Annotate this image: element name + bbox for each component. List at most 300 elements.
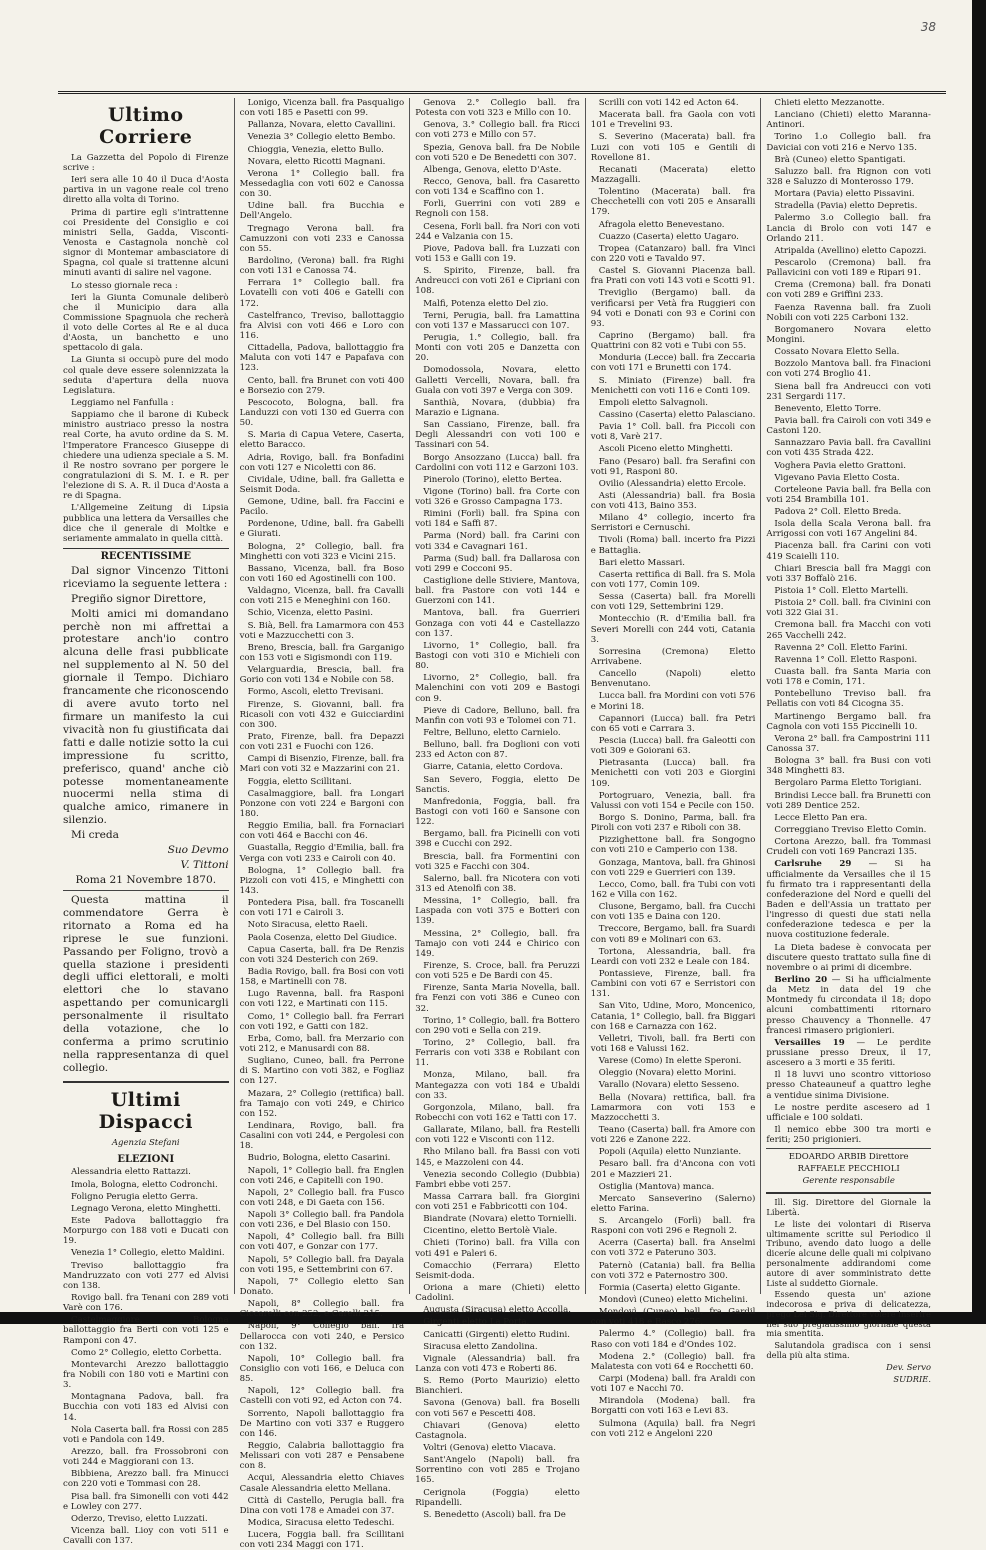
paragraph: Augusta (Siracusa) eletto Accolla. bbox=[423, 1305, 571, 1316]
paragraph: Varese (Como) In elette Speroni. bbox=[598, 1056, 742, 1067]
paragraph: Pescarolo (Cremona) ball. fra Pallavicini con voti 189 e Ripari 91. bbox=[766, 257, 931, 279]
versailles-dispatch-d: Il nemico ebbe 300 tra morti e feriti; 250 prigionieri. bbox=[766, 1124, 931, 1146]
paragraph: Vignale (Alessandria) ball. fra Lanza con voti 473 e Roberti 86. bbox=[415, 1353, 580, 1375]
paragraph: Cortona Arezzo, ball. fra Tommasi Crudeli con voti 169 Pancrazi 135. bbox=[766, 837, 931, 858]
paragraph: Pordenone, Udine, ball. fra Gabelli e Giurati. bbox=[239, 519, 405, 540]
paragraph: S. Remo (Porto Maurizio) eletto Bianchieri. bbox=[415, 1376, 580, 1397]
paragraph: Prima di partire egli s'intrattenne coi Presidente del Consiglio e coi ministri Sella, Gadda, Visconti-Venosta e Castagnola nonchè col signor di Montemar ambasciatore di Spagna, col quale si trattenne alcuni minuti avanti di salire nel vagone. bbox=[63, 207, 229, 279]
paragraph: Napoli, 1° Collegio ball. fra Englen con voti 246, e Capitelli con 190. bbox=[239, 1165, 405, 1186]
paragraph: Ravenna 2° Coll. Eletto Farini. bbox=[774, 642, 908, 653]
paragraph: S. Maria di Capua Vetere, Caserta, eletto Baracco. bbox=[239, 430, 405, 451]
paragraph: Vigone (Torino) ball. fra Corte con voti 326 e Grosso Campagna 173. bbox=[415, 486, 580, 508]
ultimo-corriere-heading: Ultimo Corriere bbox=[99, 104, 193, 149]
paragraph: Firenze, S. Croce, ball. fra Peruzzi con voti 525 e De Bardi con 45. bbox=[415, 960, 580, 982]
paragraph: Brescia, ball. fra Formentini con voti 325 e Facchi con 304. bbox=[415, 851, 580, 872]
paragraph: Recco, Genova, ball. fra Casaretto con voti 134 e Scaffino con 1. bbox=[415, 176, 580, 198]
paragraph: Verona 1° Collegio ball. fra Messedaglia con voti 602 e Canossa con 30. bbox=[239, 168, 405, 200]
paragraph: Legnago Verona, eletto Minghetti. bbox=[71, 1203, 221, 1214]
newspaper-columns bbox=[58, 98, 936, 1550]
paragraph: Portogruaro, Venezia, ball. fra Valussi con voti 154 e Pecile con 150. bbox=[590, 790, 756, 811]
paragraph: Lucca ball. fra Mordini con voti 576 e Morini 18. bbox=[590, 691, 756, 712]
paragraph: Breno, Brescia, ball. fra Garganigo con 153 voti e Sigismondi con 119. bbox=[239, 642, 405, 664]
paragraph: Cesena, Forli ball. fra Nori con voti 244 e Valzania con 15. bbox=[415, 221, 580, 242]
paragraph: S. Miniato (Firenze) ball. fra Menichetti con voti 116 e Conti 109. bbox=[590, 375, 756, 396]
page-number: 38 bbox=[920, 20, 936, 34]
divider bbox=[63, 890, 229, 891]
paragraph: S. Spirito, Firenze, ball. fra Andreucci con voti 261 e Cipriani con 108. bbox=[415, 266, 580, 297]
paragraph: Bozzolo Mantova ball. fra Finacioni con voti 274 Broglio 41. bbox=[766, 359, 931, 380]
top-rule bbox=[58, 91, 946, 94]
paragraph: Napoli, 8° Collegio ball. fra Ciccarelli con 252, e Carelli 215. bbox=[239, 1299, 405, 1320]
paragraph: Brà (Cuneo) eletto Spantigati. bbox=[774, 154, 906, 165]
paragraph: Ovilio (Alessandria) eletto Ercole. bbox=[598, 478, 746, 489]
paragraph: Popoli (Aquila) eletto Nunziante. bbox=[598, 1147, 742, 1158]
paragraph: Afragola eletto Benevestano. bbox=[598, 219, 725, 230]
paragraph: Velarguardia, Brescia, ball. fra Gorio con voti 134 e Nobile con 58. bbox=[239, 665, 405, 686]
paragraph: Mondovì (Cuneo) eletto Michelini. bbox=[598, 1295, 748, 1306]
paragraph: Tivoli (Roma) ball. incerto fra Pizzi e Battaglia. bbox=[590, 535, 756, 556]
paragraph: Vigevano Pavia Eletto Costa. bbox=[774, 472, 900, 483]
notice-signature: SUDRIE. bbox=[893, 1373, 931, 1384]
paragraph: Cento, ball. fra Brunet con voti 400 e Borsezio con 279. bbox=[239, 375, 405, 396]
editor-role: Gerente responsabile bbox=[802, 1176, 895, 1187]
paragraph: Napoli, 9° Collegio ball. fra Dellarocca con voti 240, e Persico con 132. bbox=[239, 1321, 405, 1352]
letter-signoff: Suo Devmo bbox=[167, 844, 229, 857]
paragraph: Acerra (Caserta) ball. fra Anselmi con voti 372 e Pateruno 303. bbox=[590, 1238, 756, 1259]
paragraph: Ravenna 1° Coll. Eletto Rasponi. bbox=[774, 654, 918, 665]
paragraph: Pescocoto, Bologna, ball. fra Landuzzi con voti 130 ed Guerra con 50. bbox=[239, 397, 405, 429]
paragraph: Campi di Bisenzio, Firenze, ball. fra Mari con voti 32 e Mazzarini con 21. bbox=[239, 754, 405, 775]
gerra-paragraph: Questa mattina il commendatore Gerra è ritornato a Roma ed ha riprese le sue funzioni. Passando per Foligno, trovò a quella stazione i presidenti degli uffici elettorali, e molti elettori che lo stavano aspettando per comunicargli personalmente il risultato della votazione, che lo conferma a primo scrutinio nella rappresentanza di quel collegio. bbox=[63, 893, 229, 1074]
paragraph: Oriona a mare (Chieti) eletto Cadolini. bbox=[415, 1283, 580, 1304]
paragraph: Nola Caserta ball. fra Rossi con 285 voti e Pandola con 149. bbox=[63, 1424, 229, 1445]
paragraph: Venezia secondo Collegio (Dubbia) Fambri ebbe voti 257. bbox=[415, 1169, 580, 1190]
paragraph: San Cassiano, Firenze, ball. fra Degli Alessandri con voti 100 e Tassinari con 54. bbox=[415, 420, 580, 451]
paragraph: Brindisi Lecce ball. fra Brunetti con voti 289 Dentice 252. bbox=[766, 790, 931, 811]
versailles-dispatch-b: Il 18 luvvi uno scontro vittorioso presso Chateauneuf a quattro leghe a ventidue sinima Divisione. bbox=[766, 1070, 931, 1101]
paragraph: Tolentino (Macerata) ball. fra Checchetelli con voti 205 e Ansaralli 179. bbox=[590, 187, 756, 218]
notice-letter bbox=[766, 1198, 931, 1384]
paragraph: Paternò (Catania) ball. fra Bellia con voti 372 e Paternostro 300. bbox=[590, 1260, 756, 1281]
column-4 bbox=[585, 98, 761, 1439]
paragraph: Salutandola gradisca con i sensi della più alta stima. bbox=[766, 1340, 931, 1360]
paragraph: Faenza Ravenna ball. fra Zuoli Nobili con voti 225 Carboni 132. bbox=[766, 302, 931, 323]
paragraph: Carpi (Modena) ball. fra Araldi con voti 107 e Nacchi 70. bbox=[590, 1374, 756, 1395]
paragraph: Palermo 3.o Collegio ball. fra Lancia di Brolo con voti 147 e Orlando 211. bbox=[766, 213, 931, 244]
paragraph: Napoli, 4° Collegio ball. fra Billi con voti 407, e Gonzar con 177. bbox=[239, 1232, 405, 1253]
column-5 bbox=[760, 98, 936, 1384]
paragraph: Parma (Nord) ball. fra Carini con voti 334 e Cavagnari 161. bbox=[415, 531, 580, 552]
paragraph: Clusone, Bergamo, ball. fra Cucchi con voti 135 e Daina con 120. bbox=[590, 902, 756, 923]
paragraph: Tropea (Catanzaro) ball. fra Vinci con 220 voti e Tavaldo 97. bbox=[590, 243, 756, 264]
paragraph: Monza, Milano, ball. fra Mantegazza con voti 184 e Ubaldi con 33. bbox=[415, 1070, 580, 1101]
paragraph: Pisa ball. fra Simonelli con voti 442 e Lowley con 277. bbox=[63, 1491, 229, 1512]
paragraph: Torino, 1° Collegio, ball. fra Bottero con 290 voti e Sella con 219. bbox=[415, 1015, 580, 1036]
paragraph: Caprino (Bergamo) ball. fra Quattrini con 82 voti e Tubi con 55. bbox=[590, 330, 756, 352]
paragraph: Molti amici mi domandano perchè non mi affrettai a protestare anch'io contro alcuna delle frasi pubblicate nel supplemento al N. 50 del giornale il Tempo. Dichiaro francamente che riconoscendo di avere avuto torto nel firmare un manifesto la cui vivacità non fu giustificata dai fatti e dalle notizie sotto la cui impressione fu scritto, preferisco, quand' anche ciò potesse momentaneamente nuocermi nella stima di qualche amico, rimanere in silenzio. bbox=[63, 607, 229, 827]
paragraph: Venezia 1° Collegio, eletto Maldini. bbox=[71, 1248, 225, 1259]
paragraph: Pontebelluno Treviso ball. fra Pellatis con voti 84 Cicogna 35. bbox=[766, 689, 931, 710]
paragraph: Cuasta ball. fra Santa Maria con voti 178 e Comin, 171. bbox=[766, 667, 931, 688]
paragraph: Cossato Novara Eletto Sella. bbox=[774, 347, 900, 358]
paragraph: Como 2° Collegio, eletto Corbetta. bbox=[71, 1347, 222, 1358]
paragraph: Reggio Emilia, ball. fra Fornaciari con voti 464 e Bacchi con 46. bbox=[239, 821, 405, 842]
paragraph: Caserta rettifica di Ball. fra S. Mola con voti 177, Comin 109. bbox=[590, 569, 756, 591]
paragraph: Gallarate, Milano, ball. fra Restelli con voti 122 e Visconti con 112. bbox=[415, 1125, 580, 1146]
paragraph: Cittadella, Padova, ballottaggio fra Maluta con voti 147 e Papafava con 123. bbox=[239, 343, 405, 374]
paragraph: Sappiamo che il barone di Kubeck ministro austriaco presso la nostra real Corte, ha avuto ordine da S. M. l'Imperatore Francesco Giuseppe di chiedere una udienza speciale a S. M. il Re nostro sovrano per porgere le congratulazioni di S. M. I. e R. per l'elezione di S. A. R. il Duca d'Aosta a re di Spagna. bbox=[63, 410, 229, 502]
paragraph: Noto Siracusa, eletto Raeli. bbox=[247, 920, 368, 931]
paragraph: Mi creda bbox=[71, 829, 119, 842]
paragraph: Bergamo, ball. fra Picinelli con voti 398 e Cucchi con 292. bbox=[415, 829, 580, 850]
divider bbox=[766, 1148, 931, 1149]
paragraph: Gemone, Udine, ball. fra Faccini e Pacilo. bbox=[239, 497, 405, 518]
paragraph: Chieti (Torino) ball. fra Villa con voti 491 e Paleri 6. bbox=[415, 1238, 580, 1259]
paragraph: Oderzo, Treviso, eletto Luzzati. bbox=[71, 1513, 208, 1524]
paragraph: Treccore, Bergamo, ball. fra Suardi con voti 89 e Molinari con 63. bbox=[590, 924, 756, 945]
paragraph: Mantova, ball. fra Guerrieri Gonzaga con voti 44 e Castellazzo con 137. bbox=[415, 608, 580, 639]
paragraph: Formia (Caserta) eletto Gigante. bbox=[598, 1282, 741, 1293]
paragraph: Firenze, Santa Maria Novella, ball. fra Fenzi con voti 386 e Cuneo con 32. bbox=[415, 983, 580, 1014]
col2-election-results bbox=[240, 98, 405, 1550]
paragraph: Acqui, Alessandria eletto Chiaves Casale Alessandria eletto Mellana. bbox=[239, 1473, 405, 1494]
paragraph: S. Bià, Bell. fra Lamarmora con 453 voti e Mazzucchetti con 3. bbox=[239, 620, 405, 641]
paragraph: Pregiño signor Direttore, bbox=[71, 592, 207, 605]
paragraph: Lecco, Como, ball. fra Tubi con voti 162 e Villa con 162. bbox=[590, 879, 756, 900]
paragraph: Sorresina (Cremona) Eletto Arrivabene. bbox=[590, 646, 756, 668]
paragraph: San Severo, Foggia, eletto De Sanctis. bbox=[415, 774, 580, 795]
carlsruhe-dispatch: Carlsruhe 29 — Si ha ufficialmente da Versailles che il 15 fu firmato tra i rappresentanti della confederazione del Nord e quelli del Baden e dell'Assia un trattato per l'ingresso di questi due stati nella confederazione tedesca e per la nuova costituzione federale. bbox=[766, 859, 931, 941]
paragraph: Cicentino, eletto Bertolè Viale. bbox=[423, 1226, 558, 1237]
paragraph: Udine ball. fra Bucchia e Dell'Angelo. bbox=[239, 201, 405, 222]
paragraph: Savona (Genova) ball. fra Boselli con voti 567 e Pescetti 408. bbox=[415, 1398, 580, 1419]
paragraph: Monduria (Lecce) ball. fra Zeccaria con voti 171 e Brunetti con 174. bbox=[590, 353, 756, 374]
paragraph: Montagnana Padova, ball. fra Bucchia con voti 183 ed Alvisi con 14. bbox=[63, 1392, 229, 1423]
paragraph: Lugo Ravenna, ball. fra Rasponi con voti 122, e Martinati con 115. bbox=[239, 989, 405, 1010]
paragraph: La Gazzetta del Popolo di Firenze scrive : bbox=[63, 152, 229, 173]
paragraph: Formo, Ascoli, eletto Trevisani. bbox=[247, 687, 384, 698]
paragraph: Pavia ball. fra Cairoli con voti 349 e Castoni 120. bbox=[766, 415, 931, 437]
col3-election-results bbox=[415, 98, 580, 1520]
divider bbox=[766, 1192, 931, 1194]
paragraph: Pontedera Pisa, ball. fra Toscanelli con voti 171 e Cairoli 3. bbox=[239, 898, 405, 919]
paragraph: Corteleone Pavia ball. fra Bella con voti 254 Brambilla 101. bbox=[766, 484, 931, 505]
paragraph: Modica, Siracusa eletto Tedeschi. bbox=[247, 1518, 395, 1528]
paragraph: Massa Carrara ball. fra Giorgini con voti 251 e Fabbricotti con 104. bbox=[415, 1191, 580, 1213]
column-1 bbox=[58, 98, 234, 1547]
paragraph: Voghera Pavia eletto Grattoni. bbox=[774, 460, 906, 471]
paragraph: Bologna, 2° Collegio, ball. fra Minghetti con voti 323 e Vicini 215. bbox=[239, 541, 405, 562]
paragraph: Pistoia 1° Coll. Eletto Martelli. bbox=[774, 586, 909, 597]
paragraph: Cividale, Udine, ball. fra Galletta e Seismit Doda. bbox=[239, 474, 405, 495]
paragraph: L'Allgemeine Zeitung di Lipsia pubblica una lettera da Versailles che dice che il generale di Moltke e seriamente ammalato in quella città. bbox=[63, 503, 229, 544]
paragraph: Isola della Scala Verona ball. fra Arrigossi con voti 167 Angelini 84. bbox=[766, 519, 931, 540]
paragraph: Lucera, Foggia ball. fra Scillitani con voti 234 Maggi con 171. bbox=[239, 1530, 405, 1550]
paragraph: Chieti eletto Mezzanotte. bbox=[774, 98, 885, 108]
paragraph: Piove, Padova ball. fra Luzzati con voti 153 e Galli con 19. bbox=[415, 243, 580, 264]
editor-manager: RAFFAELE PECCHIOLI bbox=[797, 1164, 900, 1175]
paragraph: Paola Cosenza, eletto Del Giudice. bbox=[247, 932, 398, 943]
paragraph: Bella (Novara) rettifica, ball. fra Lamarmora con voti 153 e Mazzocchetti 3. bbox=[590, 1092, 756, 1123]
paragraph: Essendo questa un' azione indecorosa e priva di delicatezza, prego Lei Sig. Direttore volere inserire nel suo pregiatissimo giornale questa mia smentita. bbox=[766, 1289, 931, 1339]
paragraph: Pallanza, Novara, eletto Cavallini. bbox=[247, 120, 396, 131]
notice-signoff: Dev. Servo bbox=[886, 1361, 931, 1372]
paragraph: Napoli, 5° Collegio ball. fra Dayala con voti 195, e Settembrini con 67. bbox=[239, 1254, 405, 1275]
paragraph: Cassino (Caserta) eletto Palasciano. bbox=[598, 409, 756, 420]
paragraph: Castel S. Giovanni Piacenza ball. fra Prati con voti 143 voti e Scotti 91. bbox=[590, 266, 756, 287]
paragraph: Tortona, Alessandria, ball. fra Leardi con voti 232 e Leale con 184. bbox=[590, 946, 756, 967]
paragraph: Sannazzaro Pavia ball. fra Cavallini con voti 435 Strada 422. bbox=[766, 438, 931, 459]
paragraph: Badia Rovigo, ball. fra Bosi con voti 158, e Martinelli con 78. bbox=[239, 966, 405, 988]
paragraph: Terni, Perugia, ball. fra Lamattina con voti 137 e Massarucci con 107. bbox=[415, 310, 580, 331]
frame-right bbox=[972, 0, 986, 1324]
paragraph: Leggiamo nel Fanfulla : bbox=[71, 398, 174, 409]
paragraph: Oleggio (Novara) eletto Morini. bbox=[598, 1068, 737, 1079]
paragraph: Padova 2° Coll. Eletto Breda. bbox=[774, 507, 902, 518]
paragraph: Empoli eletto Salvagnoli. bbox=[598, 397, 709, 408]
paragraph: Napoli, 10° Collegio ball. fra Consiglio con voti 166, e Deluca con 85. bbox=[239, 1353, 405, 1385]
col4-election-results bbox=[591, 98, 756, 1439]
paragraph: Asti (Alessandria) ball. fra Bosia con voti 413, Baino 353. bbox=[590, 490, 756, 512]
paragraph: Foggia, eletto Scillitani. bbox=[247, 776, 352, 787]
paragraph: Milano 4° collegio, incerto fra Serristori e Cernuschi. bbox=[590, 513, 756, 534]
paragraph: Perugia, 1.° Collegio, ball. fra Monti con voti 205 e Danzetta con 20. bbox=[415, 332, 580, 364]
paragraph: Castelmaggiore, Bologna ballottaggio fra Berti con voti 125 e Ramponi con 47. bbox=[63, 1315, 229, 1346]
paragraph: Rho Milano ball. fra Bassi con voti 145, e Mazzoleni con 44. bbox=[415, 1147, 580, 1168]
paragraph: Siracusa eletto Zandolina. bbox=[423, 1341, 538, 1352]
column-3 bbox=[409, 98, 585, 1520]
paragraph: Bassano, Vicenza, ball. fra Boso con voti 160 ed Agostinelli con 100. bbox=[239, 563, 405, 585]
paragraph: Canicatti (Girgenti) eletto Rudini. bbox=[423, 1329, 570, 1340]
paragraph: Velletri, Tivoli, ball. fra Berti con voti 168 e Valussi 162. bbox=[590, 1033, 756, 1054]
paragraph: Salerno, ball. fra Nicotera con voti 313 ed Atenolfi con 38. bbox=[415, 873, 580, 894]
paragraph: Alessandria eletto Rattazzi. bbox=[71, 1167, 191, 1178]
elezioni-heading: ELEZIONI bbox=[117, 1153, 175, 1165]
paragraph: Bologna 3° ball. fra Busi con voti 348 Minghetti 83. bbox=[766, 756, 931, 777]
paragraph: Borgo S. Donino, Parma, ball. fra Piroli con voti 237 e Riboli con 38. bbox=[590, 813, 756, 834]
paragraph: Cerignola (Foggia) eletto Ripandelli. bbox=[415, 1487, 580, 1508]
paragraph: Feltre, Belluno, eletto Carnielo. bbox=[423, 728, 561, 739]
versailles-dispatch: Versailles 19 — Le perdite prussiane presso Dreux, il 17, ascesero a 3 morti e 35 feriti. bbox=[766, 1037, 931, 1069]
paragraph: Lonigo, Vicenza ball. fra Pasqualigo con voti 185 e Pasetti con 99. bbox=[239, 98, 405, 119]
paragraph: Pistoia 2° Coll. ball. fra Civinini con voti 322 Giai 31. bbox=[766, 598, 931, 619]
versailles-dispatch-c: Le nostre perdite ascesero ad 1 ufficiale e 100 soldati. bbox=[766, 1102, 931, 1123]
paragraph: Cuazzo (Caserta) eletto Uagaro. bbox=[598, 231, 739, 242]
paragraph: Novara, eletto Ricotti Magnani. bbox=[247, 156, 386, 167]
paragraph: Crema (Cremona) ball. fra Donati con voti 289 e Griffini 233. bbox=[766, 280, 931, 301]
paragraph: Macerata ball. fra Gaola con voti 101 e Trevelini 93. bbox=[590, 110, 756, 131]
paragraph: Ferrara 1° Collegio ball. fra Lovatelli con voti 406 e Gatelli con 172. bbox=[239, 278, 405, 309]
paragraph: Pescia (Lucca) ball. fra Galeotti con voti 309 e Goiorani 63. bbox=[590, 736, 756, 757]
paragraph: Saluzzo ball. fra Rignon con voti 328 e Saluzzo di Monterosso 179. bbox=[766, 166, 931, 187]
paragraph: Biandrate (Novara) eletto Tornielli. bbox=[423, 1214, 577, 1225]
paragraph: Sant'Angelo (Napoli) ball. fra Sorrentino con voti 285 e Trojano 165. bbox=[415, 1455, 580, 1486]
paragraph: Le liste dei volontari di Riserva ultimamente scritte sul Periodico il Tribuno, avendo dato luogo a delle diceríe alcune delle quali mi colpivano personalmente addirandomi come autore di aver somministrato dette Liste al suddetto Giornale. bbox=[766, 1218, 931, 1288]
paragraph: Sugliano, Cuneo, ball. fra Perrone di S. Martino con voti 382, e Fogliaz con 127. bbox=[239, 1056, 405, 1087]
paragraph: Lecce Eletto Pan era. bbox=[774, 812, 868, 823]
paragraph: Albenga, Genova, eletto D'Aste. bbox=[423, 164, 562, 175]
paragraph: Napoli, 12° Collegio ball. fra Castelli con voti 92, ed Acton con 74. bbox=[239, 1386, 405, 1407]
paragraph: Verona 2° ball. fra Campostrini 111 Canossa 37. bbox=[766, 733, 931, 755]
paragraph: La Giunta si occupò pure del modo col quale deve essere solennizzata la seduta d'apertura della nuova Legislatura. bbox=[63, 355, 229, 396]
paragraph: Lanciano (Chieti) eletto Maranna-Antinori. bbox=[766, 110, 931, 131]
paragraph: Budrio, Bologna, eletto Casarini. bbox=[247, 1153, 391, 1164]
paragraph: Ostiglia (Mantova) manca. bbox=[598, 1181, 715, 1192]
paragraph: Teano (Caserta) ball. fra Amore con voti 226 e Zanone 222. bbox=[590, 1124, 756, 1146]
paragraph: Rimini (Forlì) ball. fra Spina con voti 184 e Saffi 87. bbox=[415, 509, 580, 530]
paragraph: Lendinara, Rovigo, ball. fra Casalini con voti 244, e Pergolesi con 18. bbox=[239, 1120, 405, 1152]
letter-date: Roma 21 Novembre 1870. bbox=[75, 874, 217, 887]
paragraph: Pavia 1° Coll. ball. fra Piccoli con voti 8, Varè 217. bbox=[590, 422, 756, 443]
paragraph: Santhià, Novara, (dubbia) fra Marazio e Lignana. bbox=[415, 397, 580, 418]
col1-paras bbox=[63, 153, 229, 544]
paragraph: Palermo 4.° (Collegio) ball. fra Raso con voti 184 e d'Ondes 102. bbox=[590, 1329, 756, 1350]
paragraph: Castelfranco, Treviso, ballottaggio fra Alvisi con voti 466 e Loro con 116. bbox=[239, 310, 405, 341]
paragraph: Borgo Ansozzano (Lucca) ball. fra Cardolini con voti 112 e Garzoni 103. bbox=[415, 452, 580, 473]
paragraph: Adria, Rovigo, ball. fra Bonfadini con voti 127 e Nicoletti con 86. bbox=[239, 452, 405, 473]
paragraph: Chiavari (Genova) eletto Castagnola. bbox=[415, 1420, 580, 1441]
paragraph: Napoli 3° Collegio ball. fra Pandola con voti 236, e Del Blasio con 150. bbox=[239, 1210, 405, 1231]
paragraph: Livorno, 2° Collegio, ball. fra Malenchini con voti 209 e Bastogi con 9. bbox=[415, 673, 580, 704]
paragraph: Torino, 2° Collegio, ball. fra Ferraris con voti 338 e Robilant con 11. bbox=[415, 1037, 580, 1069]
paragraph: Tregnago Verona ball. fra Camuzzoni con voti 233 e Canossa con 55. bbox=[239, 223, 405, 254]
paragraph: Schio, Vicenza, eletto Pasini. bbox=[247, 608, 373, 619]
paragraph: Spezia, Genova ball. fra De Nobile con voti 520 e De Benedetti con 307. bbox=[415, 142, 580, 163]
paragraph: Capannori (Lucca) ball. fra Petri con 65 voti e Carrara 3. bbox=[590, 713, 756, 734]
paragraph: Pizzighettone ball. fra Songogno con voti 210 e Camperio con 138. bbox=[590, 835, 756, 856]
editor-director: EDOARDO ARBIB Direttore bbox=[788, 1152, 909, 1163]
column-2 bbox=[234, 98, 410, 1550]
paragraph: Gonzaga, Mantova, ball. fra Ghinosi con voti 229 e Guerrieri con 139. bbox=[590, 857, 756, 878]
paragraph: Recanati (Macerata) eletto Mazzagalli. bbox=[590, 164, 756, 185]
paragraph: Imola, Bologna, eletto Codronchi. bbox=[71, 1179, 218, 1190]
paragraph: Treviso ballottaggio fra Mandruzzato con voti 277 ed Alvisi con 138. bbox=[63, 1260, 229, 1291]
paragraph: Dal signor Vincenzo Tittoni riceviamo la seguente lettera : bbox=[63, 564, 229, 590]
paragraph: Valdagno, Vicenza, ball. fra Cavalli con voti 215 e Meneghini con 160. bbox=[239, 586, 405, 607]
paragraph: Voltri (Genova) eletto Viacava. bbox=[423, 1443, 556, 1454]
paragraph: Parma (Sud) ball. fra Dallarosa con voti 299 e Cocconi 95. bbox=[415, 553, 580, 574]
paragraph: Arezzo, ball. fra Frossobroni con voti 244 e Maggiorani con 13. bbox=[63, 1446, 229, 1468]
paragraph: Sulmona (Aquila) ball. fra Negri con voti 212 e Angeloni 220 bbox=[590, 1418, 756, 1439]
paragraph: Girgenti eletto La Porta. bbox=[423, 1317, 530, 1328]
paragraph: Pietrasanta (Lucca) ball. fra Menichetti con voti 203 e Giorgini 109. bbox=[590, 758, 756, 789]
paragraph: Borgomanero Novara eletto Mongini. bbox=[766, 324, 931, 345]
paragraph: Guastalla, Reggio d'Emilia, ball. fra Verga con voti 233 e Cairoli con 40. bbox=[239, 843, 405, 864]
recentissime-heading: RECENTISSIME bbox=[63, 548, 229, 563]
paragraph: Mercato Sanseverino (Salerno) eletto Farina. bbox=[590, 1193, 756, 1214]
paragraph: Pieve di Cadore, Belluno, ball. fra Manfin con voti 93 e Tolomei con 71. bbox=[415, 705, 580, 726]
paragraph: Genova, 3.° Collegio ball. fra Ricci con voti 273 e Millo con 57. bbox=[415, 120, 580, 141]
paragraph: Mirandola (Modena) ball. fra Borgatti con voti 163 e Levi 83. bbox=[590, 1396, 756, 1417]
paragraph: Varallo (Novara) eletto Sesseno. bbox=[598, 1080, 740, 1091]
col5-election-results bbox=[766, 98, 931, 857]
paragraph: Pinerolo (Torino), eletto Bertea. bbox=[423, 474, 562, 485]
paragraph: Scrilli con voti 142 ed Acton 64. bbox=[598, 98, 739, 108]
paragraph: Napoli, 7° Collegio eletto San Donato. bbox=[239, 1276, 405, 1298]
paragraph: Erba, Como, ball. fra Merzario con voti 212, e Manusardi con 88. bbox=[239, 1033, 405, 1054]
paragraph: Chiari Brescia ball fra Maggi con voti 337 Boffalò 216. bbox=[766, 563, 931, 584]
ultimi-dispacci-heading: Ultimi Dispacci bbox=[98, 1088, 193, 1134]
paragraph: Livorno, 1° Collegio, ball. fra Bastogi con voti 310 e Michieli con 80. bbox=[415, 640, 580, 672]
paragraph: Napoli, 2° Collegio ball. fra Fusco con voti 248, e Di Gaeta con 156. bbox=[239, 1187, 405, 1208]
col1-election-results bbox=[63, 1167, 229, 1546]
paragraph: Torino 1.o Collegio ball. fra Daviciai con voti 216 e Nervo 135. bbox=[766, 132, 931, 153]
paragraph: Sorrento, Napoli ballottaggio fra De Martino con voti 337 e Ruggero con 146. bbox=[239, 1408, 405, 1439]
paragraph: Reggio, Calabria ballottaggio fra Melissari con voti 287 e Pensabene con 8. bbox=[239, 1441, 405, 1472]
paragraph: Città di Castello, Perugia ball. fra Dina con voti 178 e Amadei con 37. bbox=[239, 1495, 405, 1516]
paragraph: Este Padova ballottaggio fra Morpurgo con 188 voti e Ducati con 19. bbox=[63, 1216, 229, 1247]
paragraph: Messina, 2° Collegio, ball. fra Tamajo con voti 244 e Chirico con 149. bbox=[415, 928, 580, 959]
paragraph: Belluno, ball. fra Doglioni con voti 233 ed Acton con 87. bbox=[415, 740, 580, 761]
paragraph: Foligno Perugia eletto Gerra. bbox=[71, 1191, 199, 1202]
paragraph: S. Arcangelo (Forlì) ball. fra Rasponi con voti 296 e Regnoli 2. bbox=[590, 1216, 756, 1237]
paragraph: Sessa (Caserta) ball. fra Morelli con voti 129, Settembrini 129. bbox=[590, 592, 756, 613]
paragraph: Como, 1° Collegio ball. fra Ferrari con voti 192, e Gatti con 182. bbox=[239, 1011, 405, 1032]
paragraph: Malfi, Potenza eletto Del zio. bbox=[423, 298, 549, 309]
paragraph: Mortara (Pavia) eletto Pissavini. bbox=[774, 189, 915, 200]
paragraph: Stradella (Pavia) eletto Depretis. bbox=[774, 201, 918, 212]
paragraph: Ieri sera alle 10 40 il Duca d'Aosta partiva in un vagone reale col treno diretto alla volta di Torino. bbox=[63, 175, 229, 206]
paragraph: S. Severino (Macerata) ball. fra Luzi con voti 105 e Gentili di Rovellone 81. bbox=[590, 132, 756, 163]
paragraph: Mazara, 2° Collegio (rettifica) ball. fra Tamajo con voti 249, e Chirico con 152. bbox=[239, 1088, 405, 1119]
paragraph: San Vito, Udine, Moro, Moncenico, Catania, 1° Collegio, ball. fra Biggari con 168 e Carnazza con 162. bbox=[590, 1001, 756, 1032]
paragraph: Casalmaggiore, ball. fra Longari Ponzone con voti 224 e Bargoni con 180. bbox=[239, 788, 405, 819]
paragraph: Piacenza ball. fra Carini con voti 419 Scaielli 110. bbox=[766, 541, 931, 562]
paragraph: Fano (Pesaro) ball. fra Serafini con voti 91, Rasponi 80. bbox=[590, 456, 756, 477]
paragraph: Forli, Guerrini con voti 289 e Regnoli con 158. bbox=[415, 199, 580, 220]
paragraph: Bergolaro Parma Eletto Torigiani. bbox=[774, 778, 922, 789]
paragraph: Chioggia, Venezia, eletto Bullo. bbox=[247, 144, 384, 155]
paragraph: Prato, Firenze, ball. fra Depazzi con voti 231 e Fuochi con 126. bbox=[239, 732, 405, 753]
paragraph: Messina, 1° Collegio, ball. fra Laspada con voti 375 e Botteri con 139. bbox=[415, 896, 580, 927]
paragraph: Venezia 3° Collegio eletto Bembo. bbox=[247, 132, 396, 143]
paragraph: Comacchio (Ferrara) Eletto Seismit-doda. bbox=[415, 1260, 580, 1281]
paragraph: Rovigo ball. fra Tenani con 289 voti Varè con 176. bbox=[63, 1293, 229, 1314]
paragraph: Correggiano Treviso Eletto Comin. bbox=[774, 825, 927, 835]
paragraph: Lo stesso giornale reca : bbox=[71, 280, 178, 291]
paragraph: Capua Caserta, ball. fra De Renzis con voti 324 Desterich con 269. bbox=[239, 944, 405, 965]
carlsruhe-dispatch-b: La Dieta badese è convocata per discutere questo trattato sulla fine di novembre o ai primi di dicembre. bbox=[766, 942, 931, 973]
paragraph: Vicenza ball. Lioy con voti 511 e Cavalli con 137. bbox=[63, 1525, 229, 1547]
paragraph: Giarre, Catania, eletto Cordova. bbox=[423, 762, 563, 773]
letter-signature: V. Tittoni bbox=[180, 859, 229, 872]
paragraph: Bardolino, (Verona) ball. fra Righi con voti 131 e Canossa 74. bbox=[239, 255, 405, 277]
paragraph: Pesaro ball. fra d'Ancona con voti 201 e Mazzieri 21. bbox=[590, 1159, 756, 1180]
paragraph: Bari eletto Massari. bbox=[598, 557, 685, 568]
paragraph: Ill. Sig. Direttore del Giornale la Libertà. bbox=[766, 1197, 931, 1218]
paragraph: Modena 2.° (Collegio) ball. fra Malatesta con voti 64 e Rocchetti 60. bbox=[590, 1351, 756, 1372]
paragraph: Montevarchi Arezzo ballottaggio fra Nobili con 180 voti e Martini con 3. bbox=[63, 1359, 229, 1391]
paragraph: Genova 2.° Collegio ball. fra Potesta con voti 323 e Millo con 10. bbox=[415, 98, 580, 119]
agency-label: Agenzia Stefani bbox=[111, 1137, 180, 1148]
recentissime-body bbox=[63, 565, 229, 1075]
paragraph: Ieri la Giunta Comunale deliberò che il Municipio dara alla Commissione Spagnuola che recherà il voto delle Cortes al Re e al duca d'Aosta, un banchetto e uno spettacolo di gala. bbox=[63, 292, 229, 354]
paragraph: Bibbiena, Arezzo ball. fra Minucci con 220 voti e Tommasi con 28. bbox=[63, 1469, 229, 1490]
paragraph: Martinengo Bergamo ball. fra Cagnola con voti 155 Piccinelli 10. bbox=[766, 711, 931, 732]
paragraph: Atripalda (Avellino) eletto Capozzi. bbox=[774, 245, 927, 256]
paragraph: Castiglione delle Stiviere, Mantova, ball. fra Pastore con voti 144 e Guerzoni con 141. bbox=[415, 576, 580, 607]
paragraph: Montecchio (R. d'Emilia ball. fra Severi Morelli con 244 voti, Catania 3. bbox=[590, 614, 756, 645]
berlino-dispatch: Berlino 20 — Si ha ufficialmente da Metz in data del 19 che Montmedy fu circondata il 18; dopo alcuni combattimenti ritornaro presso Chauvency a Thonnelle. 47 francesi rimasero prigionieri. bbox=[766, 974, 931, 1036]
paragraph: Mondovì (Cuneo) ball. fra Gardil con voti 418 e Rasco 276. bbox=[590, 1307, 756, 1328]
paragraph: Domodossola, Novara, eletto Galletti Vercelli, Novara, ball. fra Guala con voti 397 e Verga con 309. bbox=[415, 365, 580, 396]
paragraph: S. Benedetto (Ascoli) ball. fra De bbox=[423, 1509, 566, 1520]
paragraph: Cremona ball. fra Macchi con voti 265 Vacchelli 242. bbox=[766, 620, 931, 641]
paragraph: Ascoli Piceno eletto Minghetti. bbox=[598, 444, 733, 455]
divider bbox=[63, 1081, 229, 1083]
paragraph: Treviglio (Bergamo) ball. da verificarsi per Vetà fra Ruggieri con 94 voti e Donati con 93 e Corini con 93. bbox=[590, 288, 756, 329]
paragraph: Gorgonzola, Milano, ball. fra Robecchi con voti 162 e Tatti con 17. bbox=[415, 1102, 580, 1123]
